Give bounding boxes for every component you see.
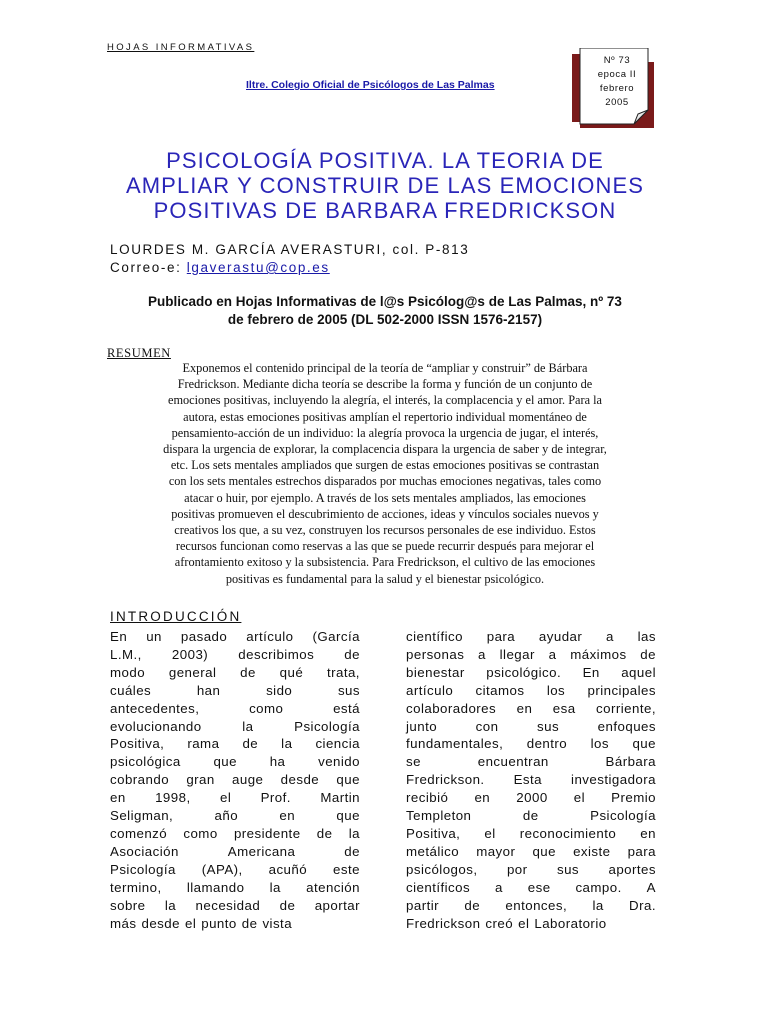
title-line: PSICOLOGÍA POSITIVA. LA TEORIA DE (166, 148, 604, 173)
body-line: cuáles han sido sus (110, 682, 360, 698)
publication-info (110, 293, 660, 329)
body-line: colaboradores en esa corriente, (406, 700, 656, 716)
body-line: psicológica que ha venido (110, 754, 360, 770)
title-line: AMPLIAR Y CONSTRUIR DE LAS EMOCIONES (125, 173, 644, 198)
abstract-line: afrontamiento exitoso y la subsistencia. Para Fredrickson, el cultivo de las emociones (174, 555, 596, 570)
body-line: Positiva, rama de la ciencia (110, 736, 360, 752)
abstract-line: positivas es fundamental para la salud y el bienestar psicológico. (225, 571, 545, 586)
body-line: junto con sus enfoques (406, 718, 656, 734)
body-line: Asociación Americana de (110, 843, 360, 859)
body-line: L.M., 2003) describimos de (110, 646, 360, 662)
author-email-line (110, 259, 469, 277)
email-link[interactable]: lgaverastu@cop.es (186, 260, 330, 275)
body-line: científicos a ese campo. A (406, 879, 656, 895)
email-label: Correo-e: (110, 260, 187, 275)
body-line: sobre la necesidad de aportar (110, 897, 360, 913)
body-line: psicólogos, por sus aportes (406, 861, 656, 877)
body-line: Seligman, año en que (110, 808, 360, 824)
body-line: bienestar psicológico. En aquel (406, 664, 656, 680)
body-line: científico para ayudar a las (406, 629, 656, 644)
body-line: se encuentran Bárbara (406, 754, 656, 770)
abstract-line: etc. Los sets mentales ampliados que surgen de estas emociones positivas se contrastan (170, 458, 600, 473)
body-line: artículo citamos los principales (406, 682, 656, 698)
abstract-line: Exponemos el contenido principal de la teoría de “ampliar y construir” de Bárbara (182, 361, 588, 375)
body-line: Fredrickson creó el Laboratorio (406, 915, 607, 931)
title-line: POSITIVAS DE BARBARA FREDRICKSON (153, 198, 617, 223)
abstract-line: autora, estas emociones positivas amplían el repertorio individual momentáneo de (183, 409, 587, 424)
abstract-line: Fredrickson. Mediante dicha teoría se describe la forma y función de un conjunto de (177, 377, 593, 392)
abstract-line: atacar o huir, por ejemplo. A través de los sets mentales ampliados, las emociones (184, 490, 586, 505)
body-line: metálico mayor que existe para (406, 843, 656, 859)
body-line: En un pasado artículo (García (110, 629, 360, 644)
body-line: Fredrickson. Esta investigadora (406, 772, 656, 788)
body-line: modo general de qué trata, (110, 664, 360, 680)
issue-note-line: febrero (599, 83, 635, 94)
publication-line: Publicado en Hojas Informativas de l@s Psicólog@s de Las Palmas, nº 73 (148, 294, 622, 309)
body-line: cobrando gran auge desde que (110, 772, 360, 788)
body-line: termino, llamando la atención (110, 879, 360, 895)
issue-note (568, 48, 652, 128)
abstract-line: positivas promueven el descubrimiento de acciones, ideas y vínculos sociales nuevos y (171, 506, 599, 521)
abstract-line: dispara la urgencia de explorar, la complacencia dispara la urgencia de saber y de integrar, (163, 442, 607, 457)
abstract-line: recursos funcionan como reservas a las que se puede recurrir después para mejorar el (175, 539, 595, 554)
body-line: comenzó como presidente de la (110, 825, 360, 841)
issue-note-line: 2005 (605, 97, 629, 108)
body-line: personas a llegar a máximos de (406, 646, 656, 662)
issue-note-line: epoca II (597, 69, 637, 80)
body-line: Templeton de Psicología (406, 808, 656, 824)
introduction-heading: INTRODUCCIÓN (110, 609, 242, 624)
publication-line: de febrero de 2005 (DL 502-2000 ISSN 1576-2157) (227, 312, 543, 327)
body-line: en 1998, el Prof. Martin (110, 790, 360, 806)
abstract-text (110, 360, 660, 587)
organization-name: Iltre. Colegio Oficial de Psicólogos de Las Palmas (246, 79, 495, 91)
body-line: partir de entonces, la Dra. (406, 897, 656, 913)
abstract-heading: RESUMEN (107, 346, 171, 360)
body-line: fundamentales, dentro los que (406, 736, 656, 752)
body-line: antecedentes, como está (110, 700, 360, 716)
abstract-line: con los sets mentales estrechos disparados por muchas emociones negativas, tales como (168, 474, 602, 489)
body-line: Psicología (APA), acuñó este (110, 861, 360, 877)
body-line: más desde el punto de vista (110, 915, 293, 931)
article-title (110, 148, 660, 223)
body-line: evolucionando la Psicología (110, 718, 360, 734)
issue-note-line: Nº 73 (603, 55, 631, 66)
abstract-line: emociones positivas, incluyendo la alegría, el interés, la complacencia y el amor. Para la (168, 393, 602, 408)
right-column (406, 628, 656, 932)
left-column (110, 628, 360, 932)
abstract-line: pensamiento-acción de un individuo: la alegría provoca la urgencia de jugar, el interés, (171, 425, 599, 440)
series-header: HOJAS INFORMATIVAS (107, 42, 255, 53)
abstract-line: creativos los que, a su vez, construyen los recursos personales de ese individuo. Estos (174, 523, 596, 538)
author-name: LOURDES M. GARCÍA AVERASTURI, col. P-813 (110, 242, 470, 257)
author-block (110, 241, 469, 277)
issue-note-text (586, 54, 648, 110)
body-line: Positiva, el reconocimiento en (406, 825, 656, 841)
body-line: recibió en 2000 el Premio (406, 790, 656, 806)
